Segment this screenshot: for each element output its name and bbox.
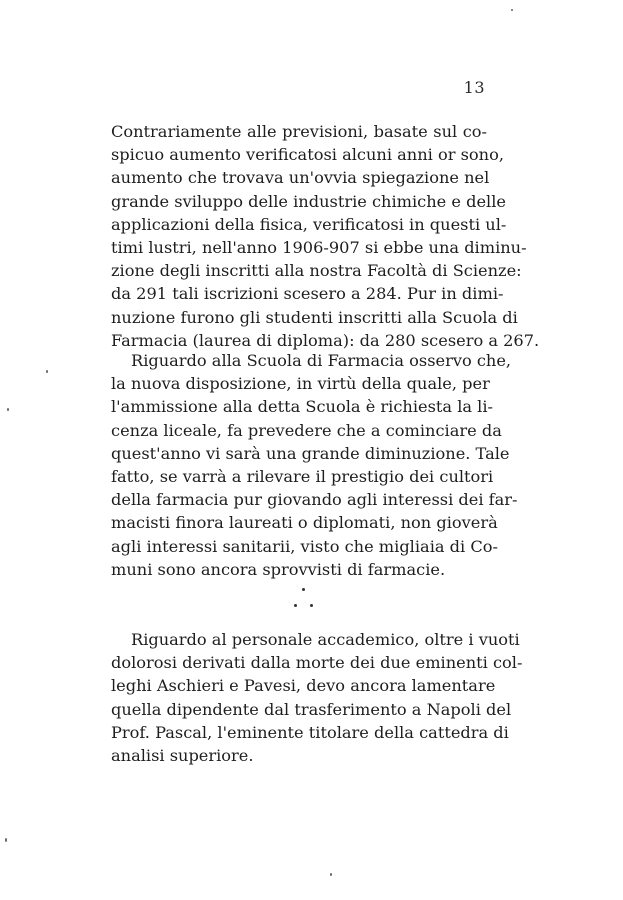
- text-line: della farmacia pur giovando agli interessi dei far-: [111, 490, 518, 510]
- paragraph-3: [111, 628, 523, 767]
- paragraph-2: [111, 349, 518, 581]
- text-line: Riguardo al personale accademico, oltre i vuoti: [131, 630, 520, 649]
- text-line: la nuova disposizione, in virtù della quale, per: [111, 374, 490, 394]
- text-line: nuzione furono gli studenti inscritti alla Scuola di: [111, 307, 518, 327]
- text-line: agli interessi sanitarii, visto che migliaia di Co-: [111, 536, 498, 556]
- text-line: Contrariamente alle previsioni, basate sul co-: [111, 122, 487, 141]
- text-line: zione degli inscritti alla nostra Facoltà di Scienze:: [111, 261, 522, 281]
- text-line: fatto, se varrà a rilevare il prestigio dei cultori: [111, 466, 494, 486]
- text-line: cenza liceale, fa prevedere che a cominciare da: [111, 420, 502, 440]
- text-line: quella dipendente dal trasferimento a Napoli del: [111, 699, 512, 719]
- text-line: Farmacia (laurea di diploma): da 280 scesero a 267.: [111, 330, 540, 350]
- scan-speck: [511, 9, 513, 11]
- text-line: quest'anno vi sarà una grande diminuzione. Tale: [111, 443, 510, 463]
- section-separator-asterism: [274, 586, 334, 626]
- text-line: leghi Aschieri e Pavesi, devo ancora lamentare: [111, 676, 496, 696]
- text-line: Prof. Pascal, l'eminente titolare della cattedra di: [111, 722, 509, 742]
- scan-speck: [330, 873, 332, 876]
- paragraph-1: [111, 120, 540, 352]
- text-line: spicuo aumento verificatosi alcuni anni or sono,: [111, 145, 504, 165]
- text-line: l'ammissione alla detta Scuola è richiesta la li-: [111, 397, 493, 417]
- scan-speck: [46, 370, 48, 373]
- text-line: analisi superiore.: [111, 745, 254, 765]
- text-line: muni sono ancora sprovvisti di farmacie.: [111, 559, 446, 579]
- scan-speck: [5, 838, 7, 842]
- page-number: 13: [463, 78, 485, 97]
- text-line: applicazioni della fisica, verificatosi in questi ul-: [111, 214, 507, 234]
- text-line: Riguardo alla Scuola di Farmacia osservo che,: [131, 351, 512, 370]
- text-line: macisti finora laureati o diplomati, non gioverà: [111, 513, 498, 533]
- scan-speck: [7, 408, 9, 411]
- text-line: da 291 tali iscrizioni scesero a 284. Pur in dimi-: [111, 284, 504, 304]
- text-line: aumento che trovava un'ovvia spiegazione nel: [111, 168, 490, 188]
- text-line: dolorosi derivati dalla morte dei due eminenti col-: [111, 653, 523, 673]
- text-line: grande sviluppo delle industrie chimiche e delle: [111, 191, 506, 211]
- text-line: timi lustri, nell'anno 1906-907 si ebbe una diminu-: [111, 237, 527, 257]
